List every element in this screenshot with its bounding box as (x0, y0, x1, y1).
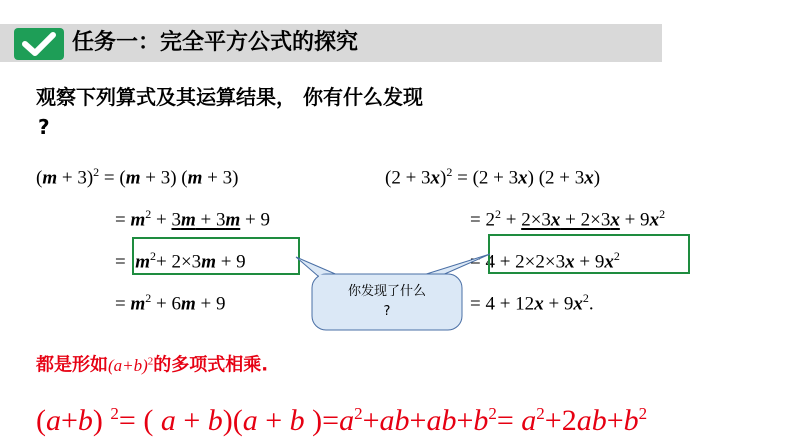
bubble-text: 你发现了什么 ? (347, 284, 426, 319)
prompt-line-2: ? (38, 115, 50, 139)
right-line-1: $(2 + 3x)^2 = (2 + 3x)$ (2 + 3x) (385, 165, 601, 189)
right-line-4: = $4 + 12x + 9x^2$. (470, 291, 594, 315)
formula: (a+b) $^2$= ( a + b)(a + b )$=a^2+ab+ab+b^2= a^2+2ab+b^2$ (36, 404, 648, 437)
left-line-1: $(m + 3)^2 = (m + 3)$ (m + 3) (36, 165, 239, 189)
page-title: 任务一：完全平方公式的探究 (72, 30, 359, 55)
left-line-3: = $m^2+ 2\times 3m + 9$ (115, 249, 246, 273)
left-line-2: = $m^2 + 3m + 3m + 9$ (115, 207, 270, 231)
right-line-2: = $2^2 + 2\times 3x + 2\times 3x + 9x^2$ (470, 207, 666, 231)
conclusion: 都是形如$(a+b)^2$的多项式相乘. (36, 354, 269, 376)
prompt-line-1: 观察下列算式及其运算结果， 你有什么发现 (36, 85, 423, 109)
right-line-3: = $4 + 2\times 2\times 3x + 9x^2$ (470, 249, 620, 273)
left-line-4: = $m^2 + 6m + 9$ (115, 291, 226, 315)
